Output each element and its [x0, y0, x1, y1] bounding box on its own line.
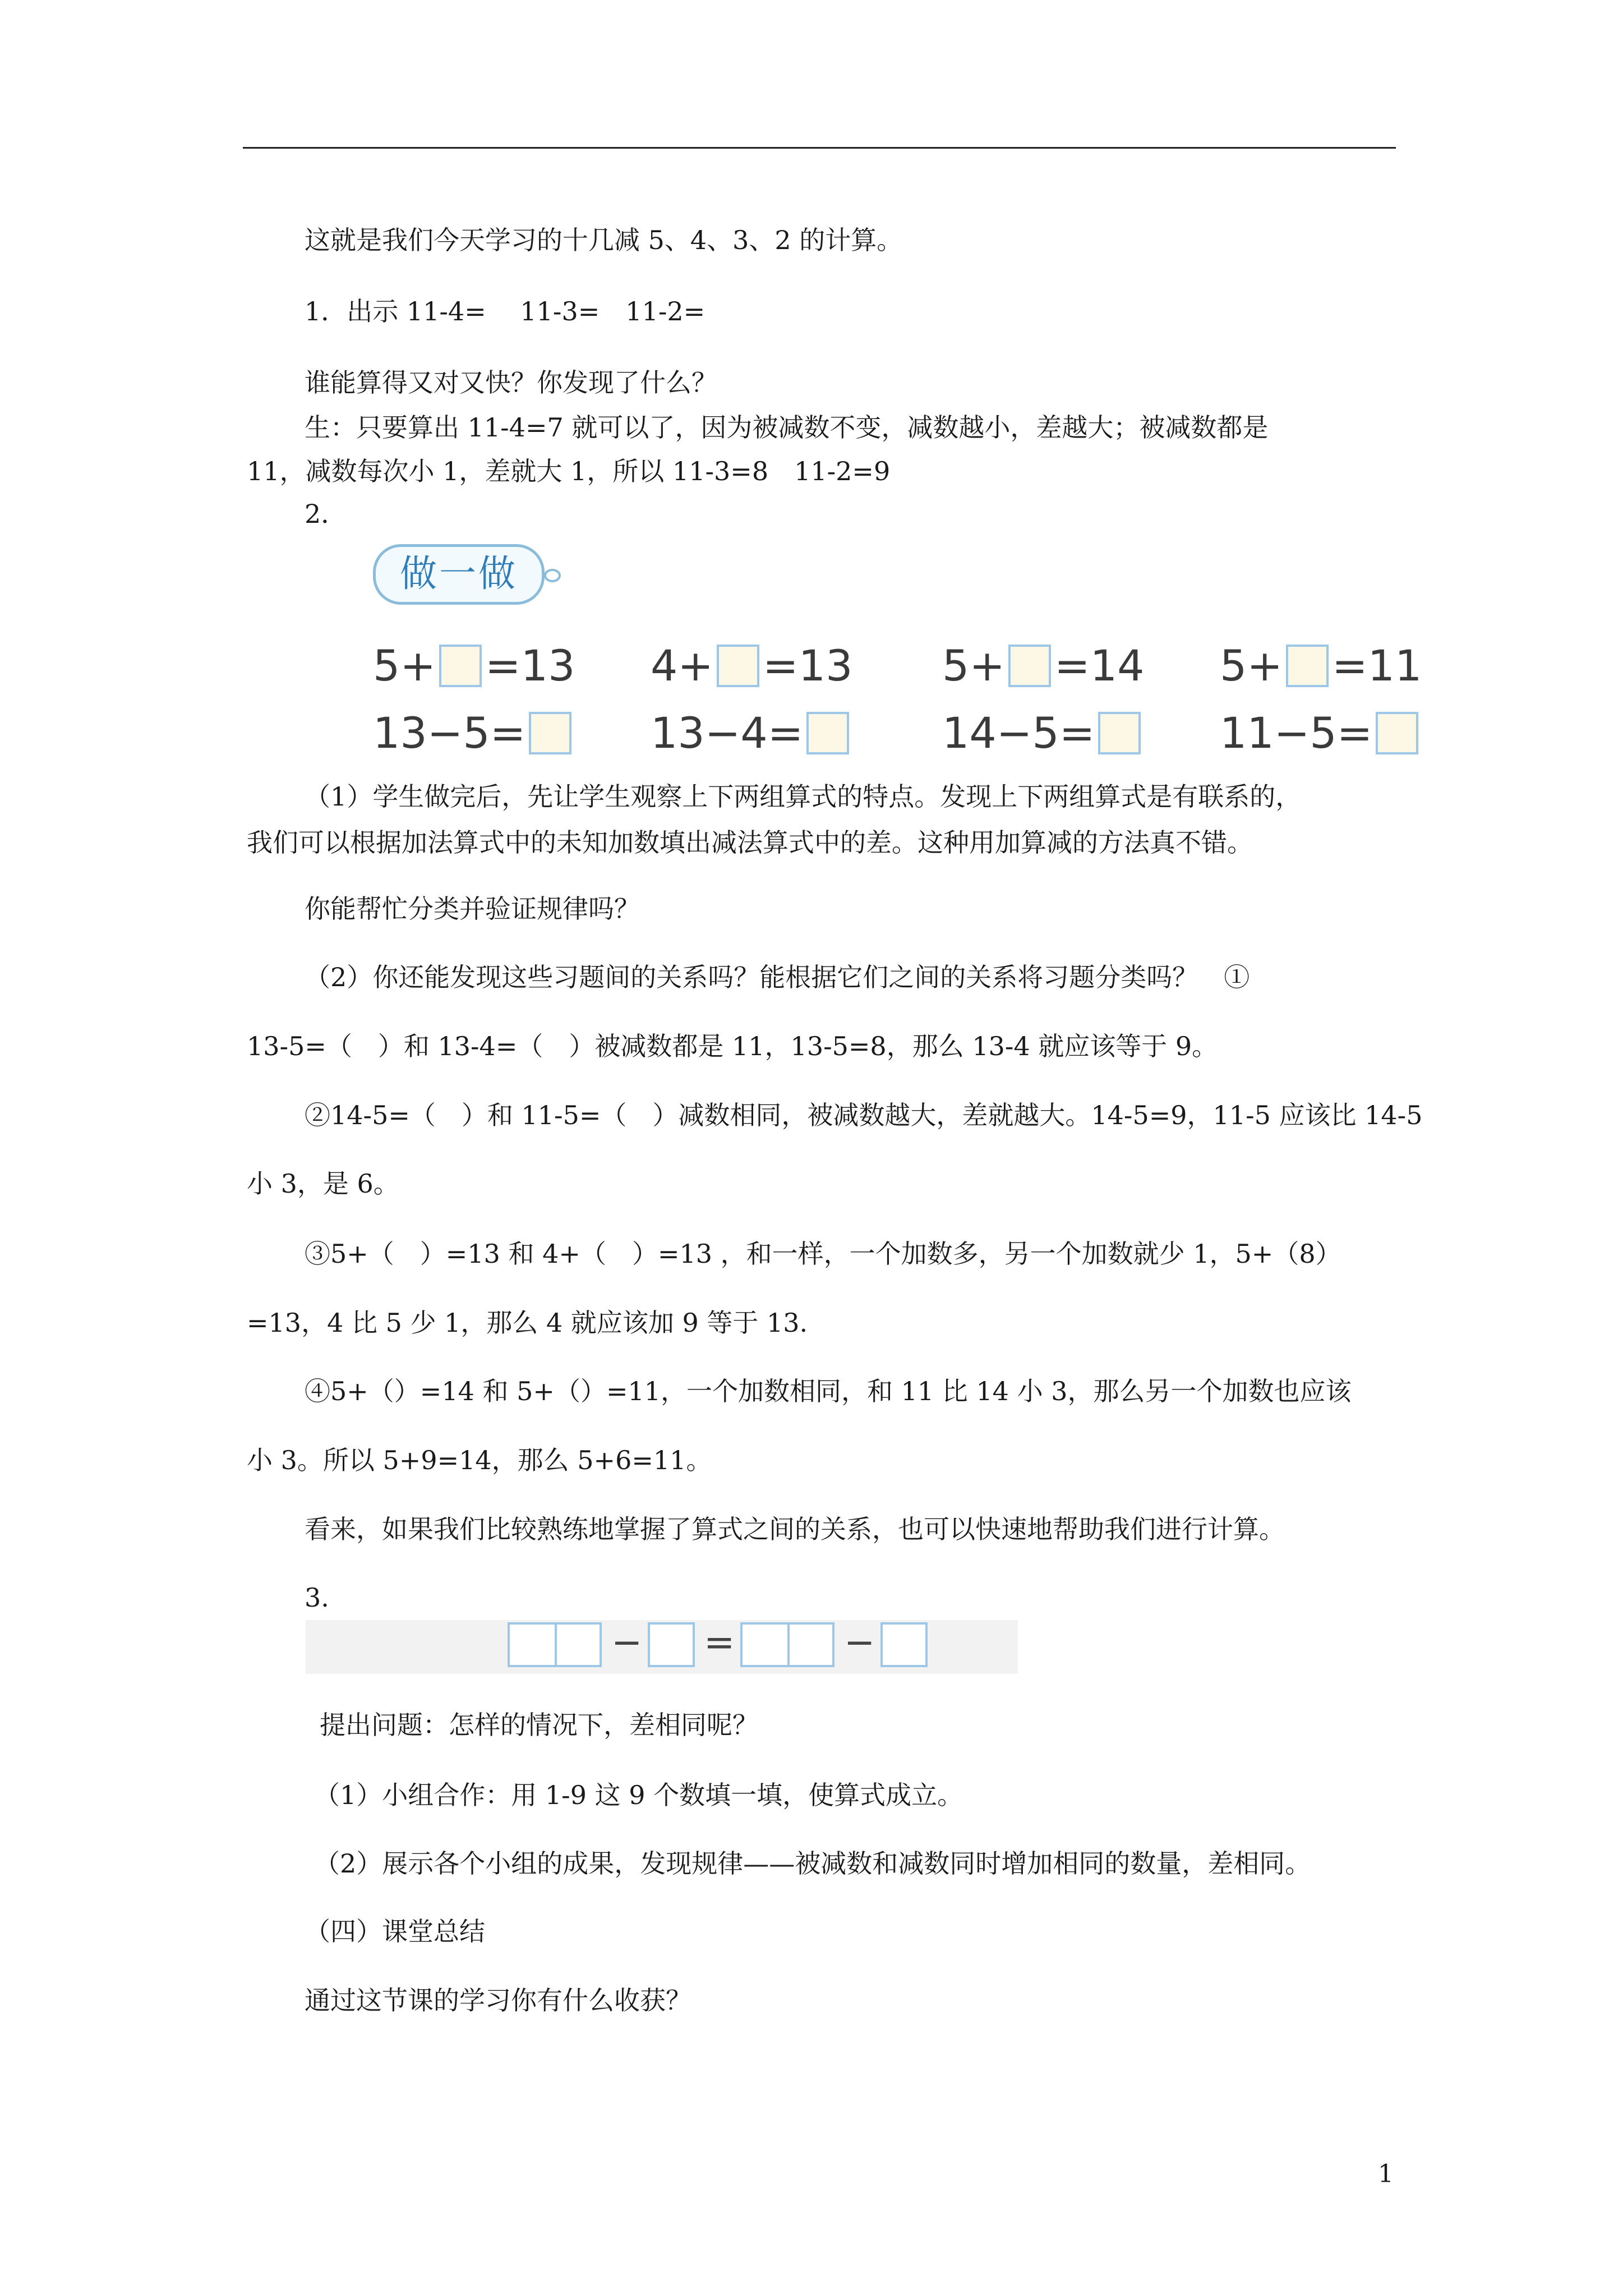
- answer-box[interactable]: [806, 712, 849, 754]
- exercise-item: [373, 708, 575, 758]
- exercise-suffix: =14: [1054, 641, 1145, 691]
- text-line: （1）学生做完后，先让学生观察上下两组算式的特点。发现上下两组算式是有联系的，: [305, 781, 1302, 812]
- two-digit-box[interactable]: [740, 1622, 834, 1667]
- minus-sign: −: [611, 1621, 643, 1664]
- two-digit-box[interactable]: [508, 1622, 602, 1667]
- answer-box[interactable]: [1008, 645, 1051, 687]
- exercise-tag: 做一做: [373, 544, 545, 605]
- text-line: 看来，如果我们比较熟练地掌握了算式之间的关系，也可以快速地帮助我们进行计算。: [305, 1514, 1285, 1544]
- text-line: 11，减数每次小 1，差就大 1，所以 11-3=8 11-2=9: [247, 456, 891, 486]
- exercise-prefix: 14−5=: [942, 708, 1095, 758]
- exercise-prefix: 11−5=: [1220, 708, 1373, 758]
- exercise-item: [651, 641, 852, 691]
- answer-box[interactable]: [717, 645, 759, 687]
- exercise-suffix: =11: [1332, 641, 1422, 691]
- text-line: ④5+（）=14 和 5+（）=11，一个加数相同，和 11 比 14 小 3，那么另一个加数也应该: [305, 1376, 1352, 1406]
- exercise-item: [1220, 641, 1422, 691]
- text-line: （2）你还能发现这些习题间的关系吗？能根据它们之间的关系将习题分类吗？ ①: [305, 962, 1250, 992]
- text-line: 我们可以根据加法算式中的未知加数填出减法算式中的差。这种用加算减的方法真不错。: [247, 827, 1253, 858]
- text-line: =13，4 比 5 少 1，那么 4 就应该加 9 等于 13.: [247, 1308, 808, 1338]
- exercise-item: [373, 641, 575, 691]
- text-line: 小 3，是 6。: [247, 1168, 399, 1199]
- exercise-suffix: =13: [763, 641, 853, 691]
- answer-box[interactable]: [529, 712, 571, 754]
- answer-box[interactable]: [439, 645, 482, 687]
- text-line: 2．: [305, 499, 347, 529]
- text-line: 谁能算得又对又快？你发现了什么？: [305, 367, 717, 398]
- exercise-prefix: 5+: [1220, 641, 1283, 691]
- exercise-prefix: 13−4=: [651, 708, 804, 758]
- tag-bubble-icon: [544, 569, 561, 582]
- text-line: 3.: [305, 1582, 329, 1613]
- exercise-item: [651, 708, 852, 758]
- section-heading: （四）课堂总结: [305, 1916, 485, 1947]
- text-line: 通过这节课的学习你有什么收获？: [305, 1985, 691, 2016]
- answer-box[interactable]: [1376, 712, 1418, 754]
- equals-sign: =: [704, 1621, 735, 1664]
- text-line: 小 3。所以 5+9=14，那么 5+6=11。: [247, 1445, 712, 1475]
- one-digit-box[interactable]: [880, 1622, 928, 1667]
- answer-box[interactable]: [1286, 645, 1329, 687]
- exercise-prefix: 13−5=: [373, 708, 526, 758]
- exercise-prefix: 5+: [373, 641, 436, 691]
- answer-box[interactable]: [1098, 712, 1141, 754]
- exercise-prefix: 5+: [942, 641, 1006, 691]
- text-line: 你能帮忙分类并验证规律吗？: [305, 894, 640, 924]
- text-line: ②14-5=（ ）和 11-5=（ ）减数相同，被减数越大，差就越大。14-5=9，11-5 应该比 14-5: [305, 1100, 1423, 1130]
- exercise-suffix: =13: [485, 641, 575, 691]
- text-line: 提出问题：怎样的情况下，差相同呢？: [320, 1710, 758, 1740]
- exercise-item: [1220, 708, 1422, 758]
- text-line: 1．出示 11-4= 11-3= 11-2=: [305, 296, 706, 326]
- header-rule: [243, 147, 1396, 149]
- page-number: 1: [1378, 2160, 1394, 2188]
- text-line: 13-5=（ ）和 13-4=（ ）被减数都是 11，13-5=8，那么 13-4 就应该等于 9。: [247, 1031, 1218, 1061]
- exercise-prefix: 4+: [651, 641, 714, 691]
- minus-sign: −: [844, 1621, 875, 1664]
- text-line: ③5+（ ）=13 和 4+（ ）=13 ，和一样，一个加数多，另一个加数就少 1，5+（8）: [305, 1239, 1341, 1269]
- exercise-item: [942, 641, 1144, 691]
- text-line: 生：只要算出 11-4=7 就可以了，因为被减数不变，减数越小，差越大；被减数都是: [305, 412, 1269, 443]
- one-digit-box[interactable]: [648, 1622, 695, 1667]
- text-line: 这就是我们今天学习的十几减 5、4、3、2 的计算。: [305, 225, 903, 255]
- exercise-item: [942, 708, 1144, 758]
- text-line: （2）展示各个小组的成果，发现规律——被减数和减数同时增加相同的数量，差相同。: [314, 1848, 1311, 1879]
- text-line: （1）小组合作：用 1-9 这 9 个数填一填，使算式成立。: [314, 1780, 963, 1810]
